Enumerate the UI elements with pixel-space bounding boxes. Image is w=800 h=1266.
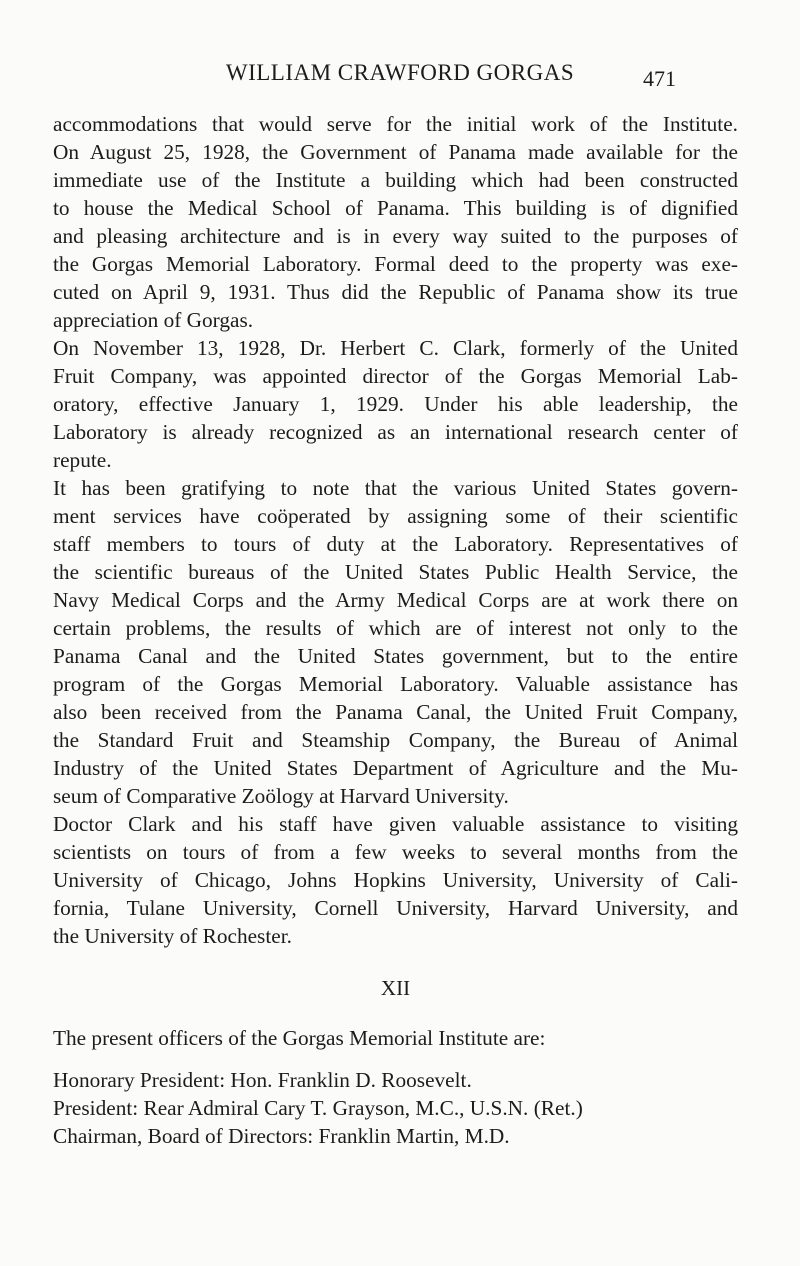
text-line: seum of Comparative Zoölogy at Harvard University. [53, 784, 509, 808]
text-line: Laboratory is already recognized as an international research center of [53, 420, 738, 444]
page-number: 471 [643, 66, 676, 91]
officer-line: Chairman, Board of Directors: Franklin Martin, M.D. [53, 1124, 510, 1148]
text-line: the scientific bureaus of the United States Public Health Service, the [53, 560, 738, 584]
text-line: the Gorgas Memorial Laboratory. Formal deed to the property was exe- [53, 252, 738, 276]
text-line: It has been gratifying to note that the various United States govern- [53, 476, 738, 500]
paragraph [53, 810, 738, 950]
text-line: and pleasing architecture and is in every way suited to the purposes of [53, 224, 738, 248]
text-line: appreciation of Gorgas. [53, 308, 254, 332]
text-line: Doctor Clark and his staff have given valuable assistance to visiting [53, 812, 738, 836]
section-heading: XII [380, 976, 411, 1000]
text-line: certain problems, the results of which are of interest not only to the [53, 616, 738, 640]
text-line: fornia, Tulane University, Cornell University, Harvard University, and [53, 896, 738, 920]
text-line: University of Chicago, Johns Hopkins University, University of Cali- [53, 868, 738, 892]
officer-line: Honorary President: Hon. Franklin D. Roosevelt. [53, 1068, 472, 1092]
page-body [53, 110, 738, 1150]
text-line: staff members to tours of duty at the Laboratory. Representatives of [53, 532, 738, 556]
section-intro: The present officers of the Gorgas Memorial Institute are: [53, 1026, 546, 1050]
paragraph [53, 334, 738, 474]
text-line: Navy Medical Corps and the Army Medical Corps are at work there on [53, 588, 738, 612]
text-line: to house the Medical School of Panama. This building is of dignified [53, 196, 738, 220]
paragraph [53, 110, 738, 334]
text-line: cuted on April 9, 1931. Thus did the Republic of Panama show its true [53, 280, 738, 304]
text-line: also been received from the Panama Canal, the United Fruit Company, [53, 700, 738, 724]
text-line: immediate use of the Institute a building which had been constructed [53, 168, 738, 192]
text-line: Fruit Company, was appointed director of the Gorgas Memorial Lab- [53, 364, 738, 388]
text-line: ment services have coöperated by assigning some of their scientific [53, 504, 738, 528]
text-line: repute. [53, 448, 112, 472]
text-line: program of the Gorgas Memorial Laboratory. Valuable assistance has [53, 672, 738, 696]
text-line: On August 25, 1928, the Government of Panama made available for the [53, 140, 738, 164]
text-line: oratory, effective January 1, 1929. Under his able leadership, the [53, 392, 738, 416]
text-line: the University of Rochester. [53, 924, 292, 948]
text-line: scientists on tours of from a few weeks to several months from the [53, 840, 738, 864]
paragraph [53, 474, 738, 810]
officer-line: President: Rear Admiral Cary T. Grayson, M.C., U.S.N. (Ret.) [53, 1096, 583, 1120]
running-head: WILLIAM CRAWFORD GORGAS [225, 60, 575, 85]
text-line: accommodations that would serve for the initial work of the Institute. [53, 112, 738, 136]
text-line: Panama Canal and the United States government, but to the entire [53, 644, 738, 668]
text-line: the Standard Fruit and Steamship Company, the Bureau of Animal [53, 728, 738, 752]
text-line: Industry of the United States Department of Agriculture and the Mu- [53, 756, 738, 780]
text-line: On November 13, 1928, Dr. Herbert C. Clark, formerly of the United [53, 336, 738, 360]
